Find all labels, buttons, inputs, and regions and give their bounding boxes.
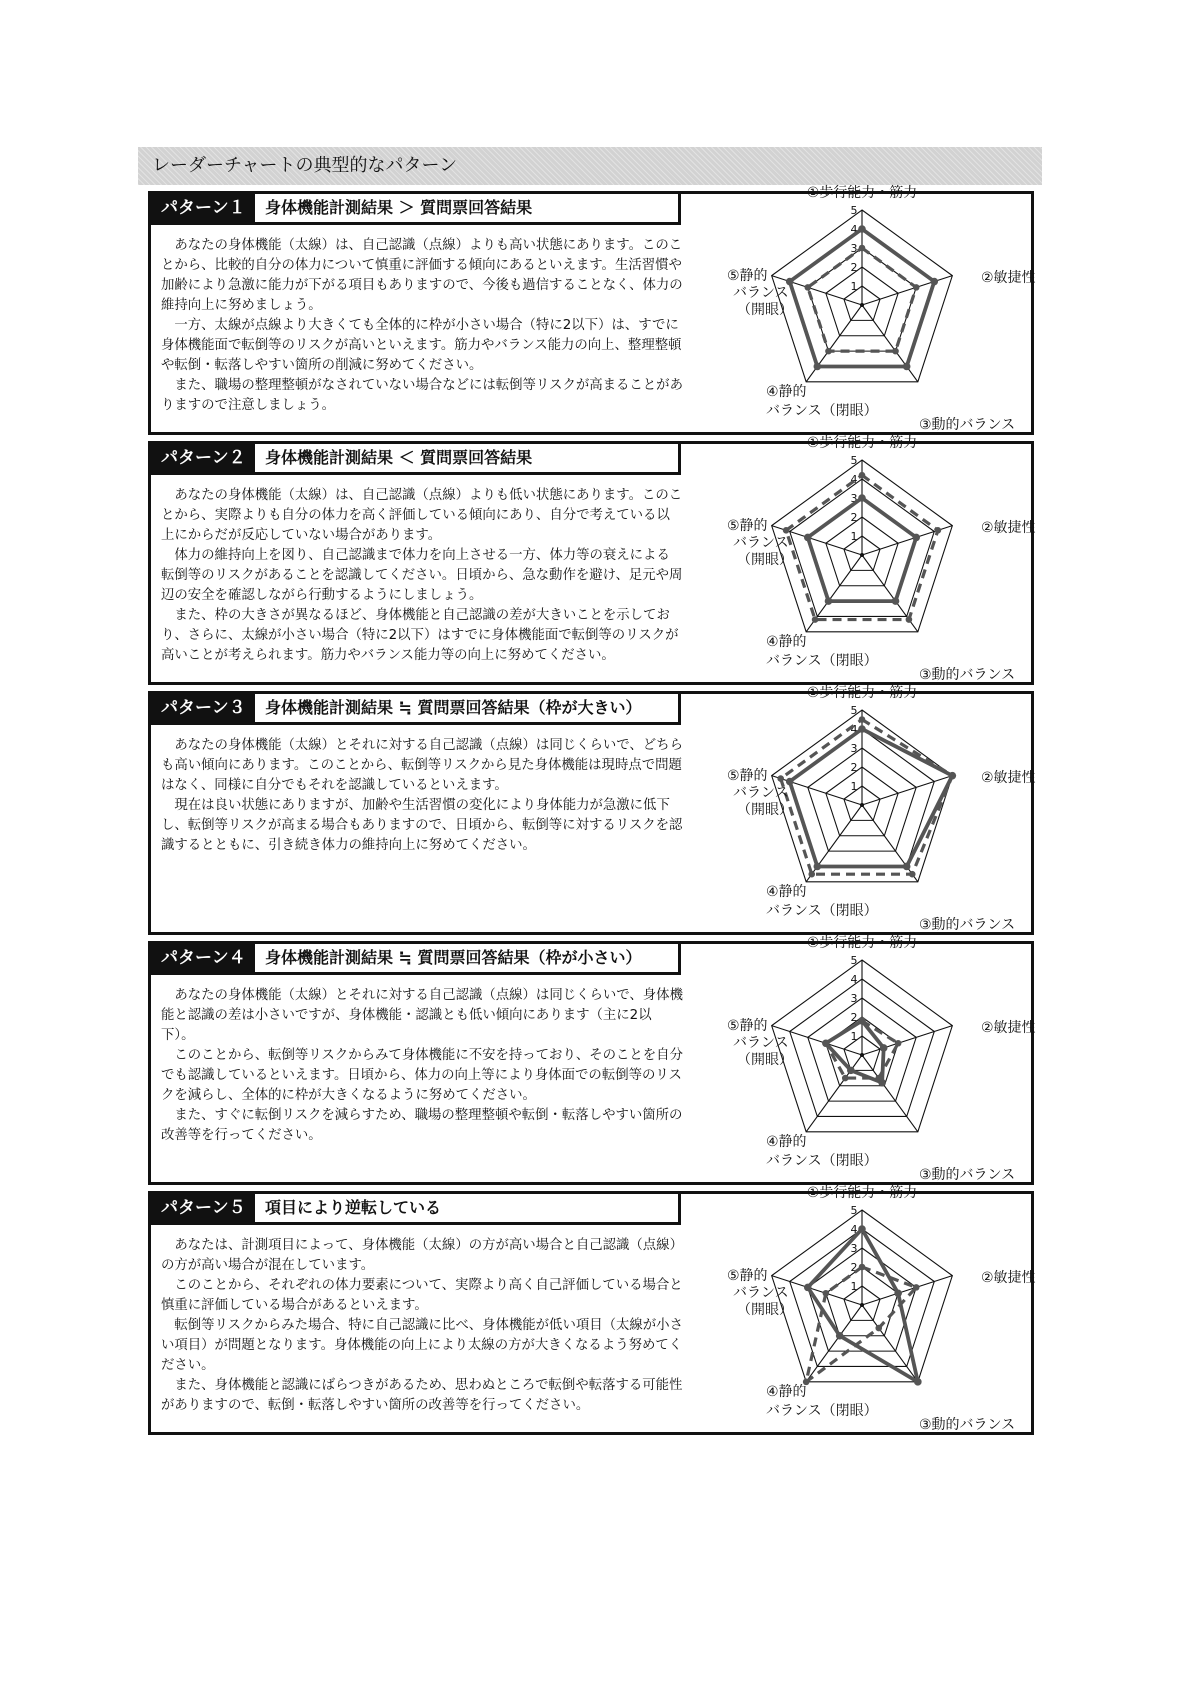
radar-point (842, 1075, 849, 1082)
radar-point (808, 871, 815, 878)
radar-spoke (862, 1055, 918, 1132)
pattern-paragraph: また、身体機能と認識にばらつきがあるため、思わぬところで転倒や転落する可能性がありますので、転倒・転落しやすい箇所の改善等を行ってください。 (161, 1378, 683, 1413)
radar-axis-label: ②敏捷性 (981, 270, 1036, 286)
radar-chart (671, 684, 1036, 936)
radar-axis-label: バランス (733, 285, 789, 301)
radar-tick-label: 1 (850, 530, 858, 543)
radar-point (812, 616, 819, 623)
radar-axis-label: バランス（閉眼） (766, 653, 878, 669)
radar-axis-label: ①歩行能力・筋力 (806, 185, 918, 201)
radar-spoke (806, 1055, 862, 1132)
radar-tick-label: 3 (850, 992, 858, 1005)
pattern-title: 項目により逆転している (265, 1198, 442, 1217)
radar-spoke (862, 276, 952, 305)
radar-point (783, 527, 790, 534)
radar-axis-label: ④静的 (766, 884, 807, 900)
pattern-paragraph: あなたは、計測項目によって、身体機能（太線）の方が高い場合と自己認識（点線）の方が高い場合が混在しています。 (161, 1238, 683, 1273)
pattern-paragraph: このことから、転倒等リスクからみて身体機能に不安を持っており、そのことを自分でも認識しているといえます。日頃から、体力の向上等により身体面での転倒等のリスクを減らし、全体的に枠が大きくなるように努めてください。 (161, 1048, 683, 1103)
radar-axis-label: バランス（閉眼） (766, 1403, 878, 1419)
radar-point (913, 1284, 920, 1291)
radar-axis-label: バランス (733, 785, 789, 801)
radar-tick-label: 3 (850, 242, 858, 255)
radar-tick-label: 1 (850, 1280, 858, 1293)
radar-tick-label: 4 (850, 1223, 858, 1236)
radar-point (930, 278, 938, 286)
radar-axis-label: ②敏捷性 (981, 520, 1036, 536)
radar-point (859, 1018, 866, 1025)
radar-chart (671, 1184, 1036, 1436)
pattern-paragraph: あなたの身体機能（太線）とそれに対する自己認識（点線）は同じくらいで、身体機能と認識の差は小さいですが、身体機能・認識とも低い傾向にあります（主に2以下）。 (161, 988, 683, 1043)
pattern-paragraph: あなたの身体機能（太線）は、自己認識（点線）よりも高い状態にあります。このことから、比較的自分の体力について慎重に評価する傾向にあるといえます。生活習慣や加齢により急激に能力が下がる項目もありますので、今後も過信することなく、体力の維持向上に努めましょう。 (161, 238, 683, 313)
pattern-header (148, 191, 681, 225)
radar-point (909, 871, 916, 878)
radar-point (892, 597, 900, 605)
radar-center (860, 803, 864, 807)
section-header (138, 147, 1042, 185)
pattern-panel (148, 185, 1036, 435)
radar-point (777, 775, 784, 782)
radar-point (858, 494, 866, 502)
pattern-tag: パターン２ (151, 444, 255, 472)
radar-axis-label: ④静的 (766, 634, 807, 650)
radar-axis-label: ③動的バランス (919, 667, 1016, 683)
radar-axis-label: ④静的 (766, 1384, 807, 1400)
pattern-paragraph: また、枠の大きさが異なるほど、身体機能と自己認識の差が大きいことを示しており、さらに、太線が小さい場合（特に2以下）はすでに身体機能面で転倒等のリスクが高いことが考えられます。筋力やバランス能力等の向上に努めてください。 (161, 608, 679, 663)
radar-spoke (806, 805, 862, 882)
radar-point (825, 597, 833, 605)
radar-axis-label: ⑤静的 (727, 1018, 768, 1034)
radar-axis-label: ③動的バランス (919, 1417, 1016, 1433)
radar-tick-label: 2 (850, 761, 858, 774)
pattern-header (148, 941, 681, 975)
pattern-paragraph: このことから、それぞれの体力要素について、実際より高く自己評価している場合と慎重に評価している場合があるといえます。 (161, 1278, 683, 1313)
radar-axis-label: ③動的バランス (919, 1167, 1016, 1183)
radar-point (935, 527, 942, 534)
radar-tick-label: 5 (850, 204, 858, 217)
pattern-tag: パターン１ (151, 194, 255, 222)
radar-axis-label: ①歩行能力・筋力 (806, 1185, 918, 1201)
radar-tick-label: 1 (850, 780, 858, 793)
radar-point (814, 863, 822, 871)
radar-point (823, 1290, 830, 1297)
radar-axis-label: ②敏捷性 (981, 770, 1036, 786)
pattern-paragraph: あなたの身体機能（太線）は、自己認識（点線）よりも低い状態にあります。このことから、実際よりも自分の体力を高く評価している傾向にあり、自分で考えている以上にからだが反応していない場合があります。 (161, 488, 683, 543)
radar-chart (671, 184, 1036, 436)
radar-tick-label: 2 (850, 511, 858, 524)
radar-point (912, 534, 920, 542)
section-title: レーダーチャートの典型的なパターン (152, 155, 458, 176)
radar-tick-label: 1 (850, 280, 858, 293)
radar-point (859, 245, 866, 252)
radar-center (860, 1053, 864, 1057)
radar-point (895, 1040, 902, 1047)
radar-spoke (862, 805, 918, 882)
radar-tick-label: 5 (850, 1204, 858, 1217)
radar-point (858, 225, 866, 233)
pattern-panel (148, 435, 1036, 685)
radar-point (836, 1332, 844, 1340)
radar-axis-label: ①歩行能力・筋力 (806, 435, 918, 451)
pattern-paragraph: 転倒等リスクからみた場合、特に自己認識に比べ、身体機能が低い項目（太線が小さい項目）が問題となります。身体機能の向上により太線の方が大きくなるよう努めてください。 (161, 1318, 683, 1373)
radar-point (903, 863, 911, 871)
radar-chart (671, 434, 1036, 686)
radar-axis-label: バランス (733, 535, 789, 551)
pattern-header (148, 1191, 681, 1225)
radar-point (859, 716, 866, 723)
radar-point (914, 1378, 922, 1386)
radar-axis-label: （開眼） (737, 1302, 793, 1318)
radar-point (903, 363, 911, 371)
pattern-paragraph: 現在は良い状態にありますが、加齢や生活習慣の変化により身体能力が急激に低下し、転倒等リスクが高まる場合もありますので、日頃から、転倒等に対するリスクを認識するとともに、引き続き体力の維持向上に努めてください。 (161, 798, 683, 853)
radar-point (906, 616, 913, 623)
radar-axis-label: ⑤静的 (727, 268, 768, 284)
pattern-description (161, 486, 683, 666)
radar-axis-label: バランス（閉眼） (766, 903, 878, 919)
radar-center (860, 1303, 864, 1307)
radar-point (847, 1067, 855, 1075)
pattern-panel (148, 935, 1036, 1185)
pattern-paragraph: あなたの身体機能（太線）とそれに対する自己認識（点線）は同じくらいで、どちらも高い傾向にあります。このことから、転倒等リスクから見た身体機能は現時点で問題はなく、同様に自分でもそれを認識しているといえます。 (161, 738, 683, 793)
radar-tick-label: 3 (850, 492, 858, 505)
radar-tick-label: 1 (850, 1030, 858, 1043)
radar-axis-label: ②敏捷性 (981, 1020, 1036, 1036)
radar-tick-label: 3 (850, 742, 858, 755)
pattern-description (161, 1236, 683, 1416)
radar-axis-label: ⑤静的 (727, 1268, 768, 1284)
radar-tick-label: 5 (850, 454, 858, 467)
radar-point (814, 363, 822, 371)
pattern-paragraph: 一方、太線が点線より大きくても全体的に枠が小さい場合（特に2以下）は、すでに身体機能面で転倒等のリスクが高いといえます。筋力やバランス能力の向上、整理整頓や転倒・転落しやすい箇所の削減に努めてください。 (161, 318, 682, 373)
pattern-paragraph: また、職場の整理整頓がなされていない場合などには転倒等リスクが高まることがありますので注意しましょう。 (161, 378, 683, 413)
radar-point (804, 1284, 812, 1292)
radar-series-self-assessment (806, 1267, 916, 1382)
radar-spoke (862, 1276, 952, 1305)
radar-point (825, 348, 832, 355)
radar-tick-label: 2 (850, 1261, 858, 1274)
radar-tick-label: 5 (850, 954, 858, 967)
radar-axis-label: （開眼） (737, 802, 793, 818)
radar-axis-label: バランス（閉眼） (766, 403, 878, 419)
radar-point (880, 1044, 888, 1052)
pattern-tag: パターン４ (151, 944, 255, 972)
radar-point (858, 1225, 866, 1233)
radar-axis-label: ②敏捷性 (981, 1270, 1036, 1286)
radar-series-physical-function (790, 729, 953, 866)
radar-tick-label: 2 (850, 1011, 858, 1024)
pattern-tag: パターン３ (151, 694, 255, 722)
pattern-paragraph: 体力の維持向上を図り、自己認識まで体力を向上させる一方、体力等の衰えによる転倒等のリスクがあることを認識してください。日頃から、急な動作を避け、足元や周辺の安全を確認しながら行動するようにしましょう。 (161, 548, 683, 603)
pattern-description (161, 736, 683, 856)
radar-tick-label: 4 (850, 223, 858, 236)
pattern-header (148, 441, 681, 475)
pattern-title: 身体機能計測結果 ＜ 質問票回答結果 (265, 448, 533, 467)
radar-point (949, 772, 956, 779)
radar-center (860, 553, 864, 557)
radar-chart (671, 934, 1036, 1186)
radar-tick-label: 2 (850, 261, 858, 274)
radar-axis-label: （開眼） (737, 1052, 793, 1068)
radar-tick-label: 5 (850, 704, 858, 717)
radar-point (875, 1325, 882, 1332)
radar-tick-label: 4 (850, 723, 858, 736)
radar-axis-label: ⑤静的 (727, 518, 768, 534)
radar-axis-label: ③動的バランス (919, 917, 1016, 933)
radar-axis-label: ④静的 (766, 384, 807, 400)
radar-tick-label: 4 (850, 473, 858, 486)
pattern-panel (148, 685, 1036, 935)
radar-point (804, 284, 811, 291)
radar-spoke (806, 305, 862, 382)
radar-axis-label: バランス (733, 1035, 789, 1051)
radar-point (859, 1264, 866, 1271)
radar-center (860, 303, 864, 307)
pattern-panel (148, 1185, 1036, 1435)
radar-point (894, 1289, 902, 1297)
radar-axis-label: ③動的バランス (919, 417, 1016, 433)
radar-axis-label: ⑤静的 (727, 768, 768, 784)
radar-point (875, 1075, 882, 1082)
pattern-title: 身体機能計測結果 ≒ 質問票回答結果（枠が大きい） (265, 698, 642, 717)
radar-point (913, 284, 920, 291)
radar-axis-label: ①歩行能力・筋力 (806, 935, 918, 951)
pattern-title: 身体機能計測結果 ≒ 質問票回答結果（枠が小さい） (265, 948, 642, 967)
radar-point (804, 534, 812, 542)
pattern-tag: パターン５ (151, 1194, 255, 1222)
radar-tick-label: 4 (850, 973, 858, 986)
radar-axis-label: ①歩行能力・筋力 (806, 685, 918, 701)
radar-axis-label: （開眼） (737, 302, 793, 318)
pattern-header (148, 691, 681, 725)
radar-spoke (862, 305, 918, 382)
radar-point (892, 348, 899, 355)
pattern-description (161, 236, 683, 416)
radar-axis-label: バランス (733, 1285, 789, 1301)
radar-point (858, 725, 866, 733)
radar-axis-label: バランス（閉眼） (766, 1153, 878, 1169)
pattern-paragraph: また、すぐに転倒リスクを減らすため、職場の整理整頓や転倒・転落しやすい箇所の改善等を行ってください。 (161, 1108, 683, 1143)
radar-axis-label: ④静的 (766, 1134, 807, 1150)
radar-axis-label: （開眼） (737, 552, 793, 568)
radar-tick-label: 3 (850, 1242, 858, 1255)
pattern-description (161, 986, 683, 1146)
radar-point (823, 1040, 830, 1047)
pattern-title: 身体機能計測結果 ＞ 質問票回答結果 (265, 198, 533, 217)
radar-point (859, 472, 866, 479)
